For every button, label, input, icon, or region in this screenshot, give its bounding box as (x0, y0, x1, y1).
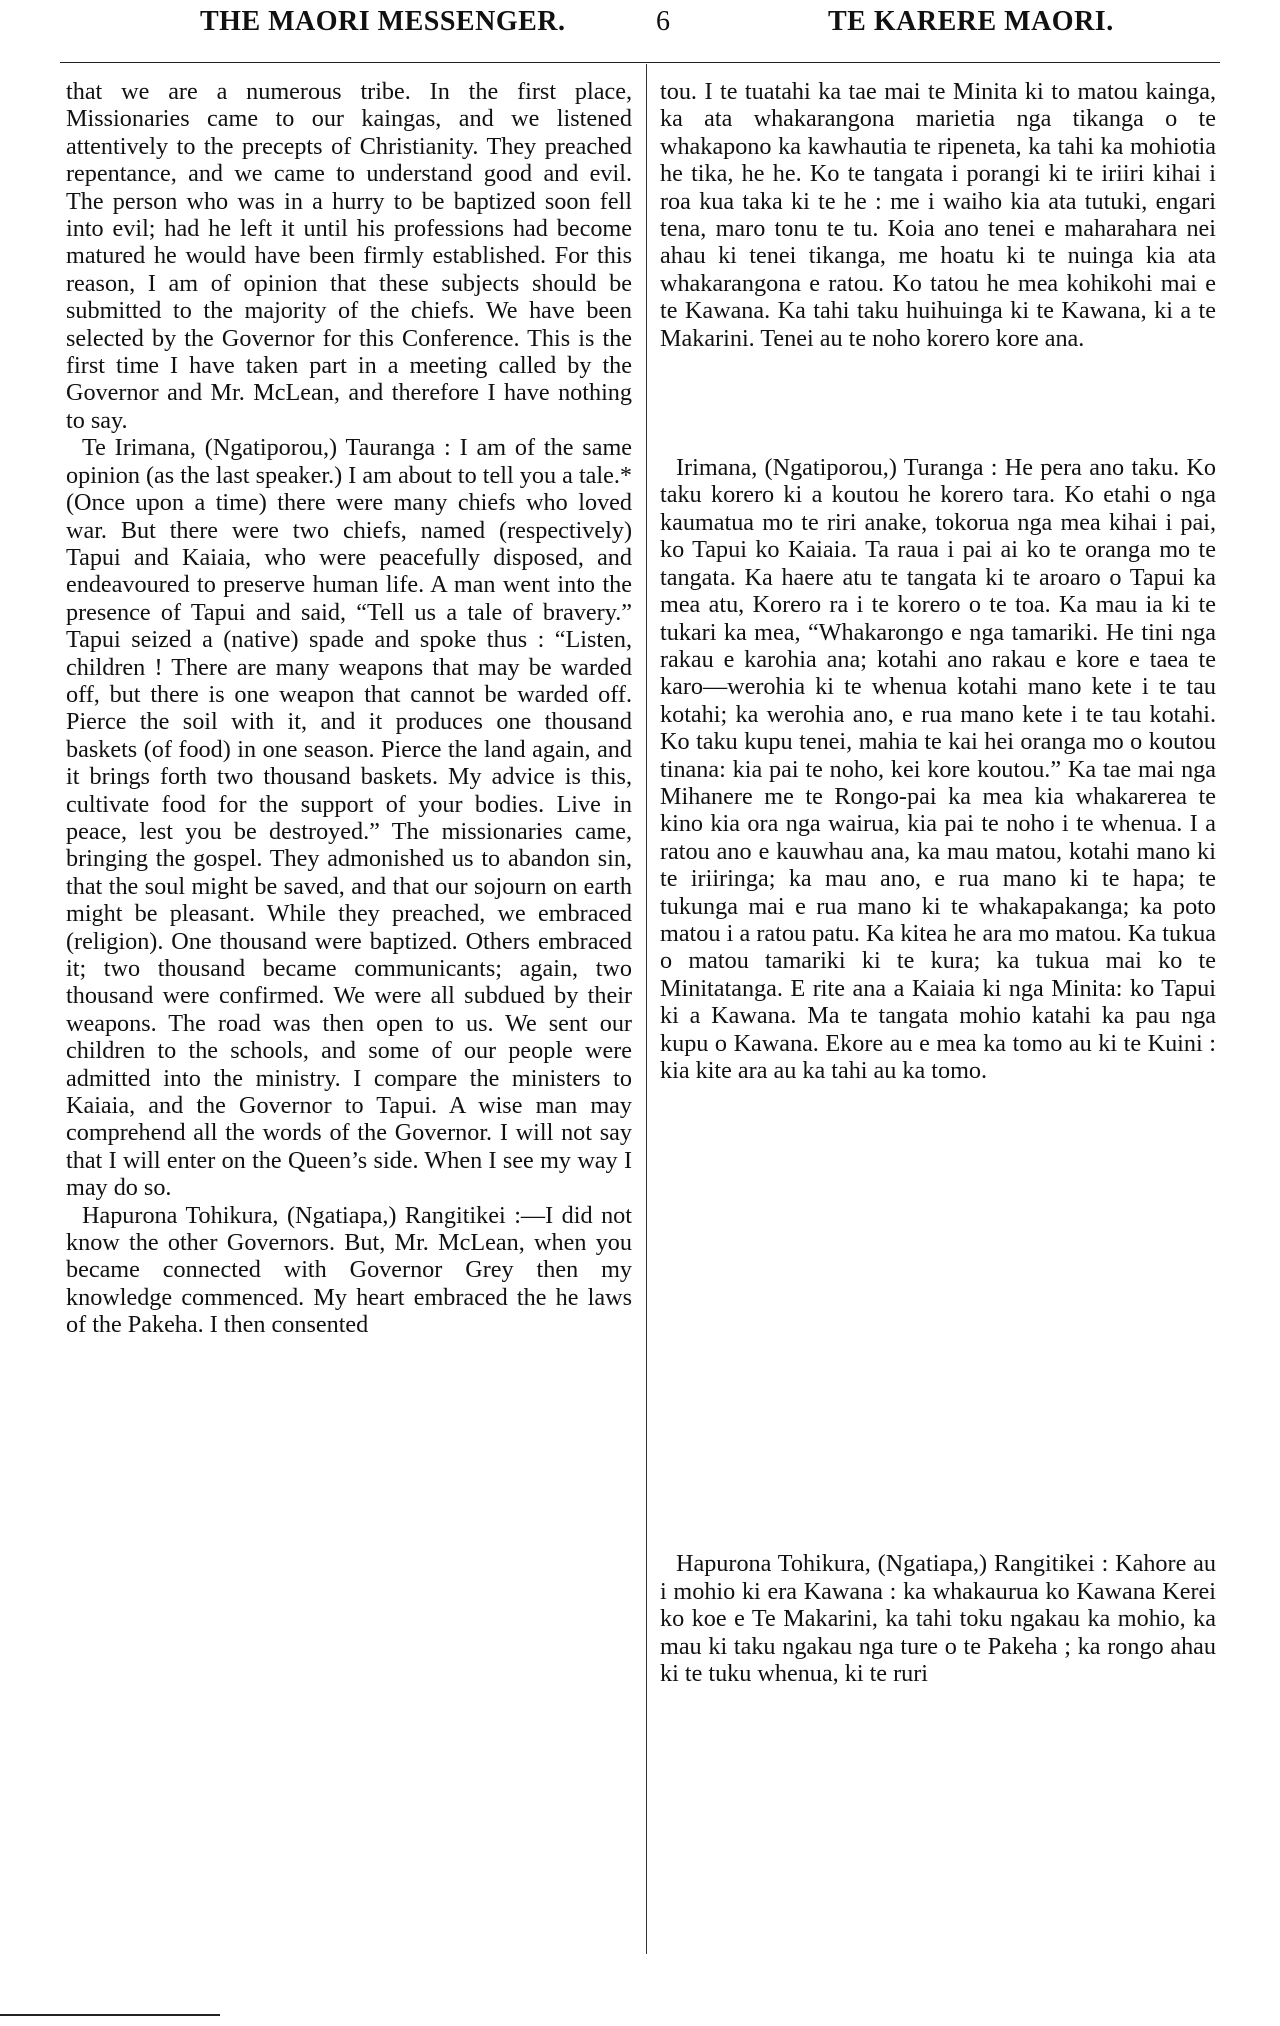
footer-rule (0, 2014, 220, 2016)
column-spacer (660, 1084, 1216, 1550)
column-spacer (660, 352, 1216, 454)
header-rule (60, 62, 1220, 63)
english-paragraph-irimana: Te Irimana, (Ngatiporou,) Tauranga : I am of the same opinion (as the last speaker.) I am about to tell you a tale.* (Once upon a time) there were many chiefs who loved war. But there were two chiefs, named (respectively) Tapui and Kaiaia, who were peacefully disposed, and endeavoured to preserve human life. A man went into the presence of Tapui and said, “Tell us a tale of bravery.” Tapui seized a (native) spade and spoke thus : “Listen, children ! There are many weapons that may be warded off, but there is one weapon that cannot be warded off. Pierce the soil with it, and it produces one thousand baskets (of food) in one season. Pierce the land again, and it brings forth two thousand baskets. My advice is this, cultivate food for the support of your bodies. Live in peace, lest you be destroyed.” The missionaries came, bringing the gospel. They admonished us to abandon sin, that the soul might be saved, and that our sojourn on earth might be pleasant. While they preached, we embraced (religion). One thousand were baptized. Others embraced it; two thousand became communicants; again, two thousand were confirmed. We were all subdued by their weapons. The road was then open to us. We sent our children to the schools, and some of our people were admitted into the ministry. I compare the ministers to Kaiaia, and the Governor to Tapui. A wise man may comprehend all the words of the Governor. I will not say that I will enter on the Queen’s side. When I see my way I may do so. (66, 434, 632, 1202)
english-paragraph-1: that we are a numerous tribe. In the first place, Missionaries came to our kaingas, and we listened attentively to the precepts of Christianity. They preached repentance, and we came to understand good and evil. The person who was in a hurry to be baptized soon fell into evil; had he left it until his professions had become matured he would have been firmly established. For this reason, I am of opinion that these subjects should be submitted to the majority of the chiefs. We have been selected by the Governor for this Conference. This is the first time I have taken part in a meeting called by the Governor and Mr. McLean, and therefore I have nothing to say. (66, 78, 632, 434)
maori-masthead-title: TE KARERE MAORI. (828, 6, 1114, 37)
page-header (0, 0, 1280, 50)
maori-paragraph-1: tou. I te tuatahi ka tae mai te Minita ki to matou kainga, ka ata whakarangona marietia nga tikanga o te whakapono ka kawhautia te ripeneta, ka tahi ka mohiotia he tika, he he. Ko te tangata i porangi ki te iriiri kihai i roa kua taka ki te he : me i waiho kia ata tutuki, engari tena, maro tonu te tu. Koia ano tenei e maharahara nei ahau ki tenei tikanga, me hoatu ki te nuinga kia ata whakarangona e ratou. Ko tatou he mea kohikohi mai e te Kawana. Ka tahi taku huihuinga ki te Kawana, ki a te Makarini. Tenei au te noho korero kore ana. (660, 78, 1216, 352)
english-column (66, 78, 632, 1339)
maori-column (660, 78, 1216, 1687)
page-number: 6 (656, 6, 671, 37)
english-masthead-title: THE MAORI MESSENGER. (200, 6, 566, 37)
column-divider (646, 64, 647, 1954)
maori-paragraph-hapurona: Hapurona Tohikura, (Ngatiapa,) Rangitikei : Kahore au i mohio ki era Kawana : ka whakaurua ko Kawana Kerei ko koe e Te Makarini, ka tahi toku ngakau ka mohio, ka mau ki taku ngakau nga ture o te Pakeha ; ka rongo ahau ki te tuku whenua, ki te ruri (660, 1550, 1216, 1688)
maori-paragraph-irimana: Irimana, (Ngatiporou,) Turanga : He pera ano taku. Ko taku korero ki a koutou he korero tara. Ko etahi o nga kaumatua mo te riri anake, tokorua nga mea kihai i pai, ko Tapui ko Kaiaia. Ta raua i pai ai ko te oranga mo te tangata. Ka haere atu te tangata ki te aroaro o Tapui ka mea atu, Korero ra i te korero o te toa. Ka mau ia ki te tukari ka mea, “Whakarongo e nga tamariki. He tini nga rakau e karohia ana; kotahi ano rakau e kore e taea te karo—werohia ki te whenua kotahi mano kete i te tau kotahi; ka werohia ano, e rua mano kete i te tau kotahi. Ko taku kupu tenei, mahia te kai hei oranga mo o koutou tinana: kia pai te noho, kei kore koutou.” Ka tae mai nga Mihanere me te Rongo-pai ka mea kia whakarerea te kino kia ora nga wairua, kia pai te noho i te whenua. I a ratou ano e kauwhau ana, ka mau matou, kotahi mano ki te iriiringa; ka mau ano, e rua mano ki te hapa; te tukunga mai e rua mano ki te whakapakanga; ka poto matou i a ratou patu. Ka kitea he ara mo matou. Ka tukua o matou tamariki ki te kura; ka tukua mai ko te Minitatanga. E rite ana a Kaiaia ki nga Minita: ko Tapui ki a Kawana. Ma te tangata mohio katahi ka pau nga kupu o Kawana. Ekore au e mea ka tomo au ki te Kuini : kia kite ara au ka tahi au ka tomo. (660, 454, 1216, 1084)
english-paragraph-hapurona: Hapurona Tohikura, (Ngatiapa,) Rangitikei :—I did not know the other Governors. But, Mr. McLean, when you became connected with Governor Grey then my knowledge commenced. My heart embraced the he laws of the Pakeha. I then consented (66, 1201, 632, 1339)
